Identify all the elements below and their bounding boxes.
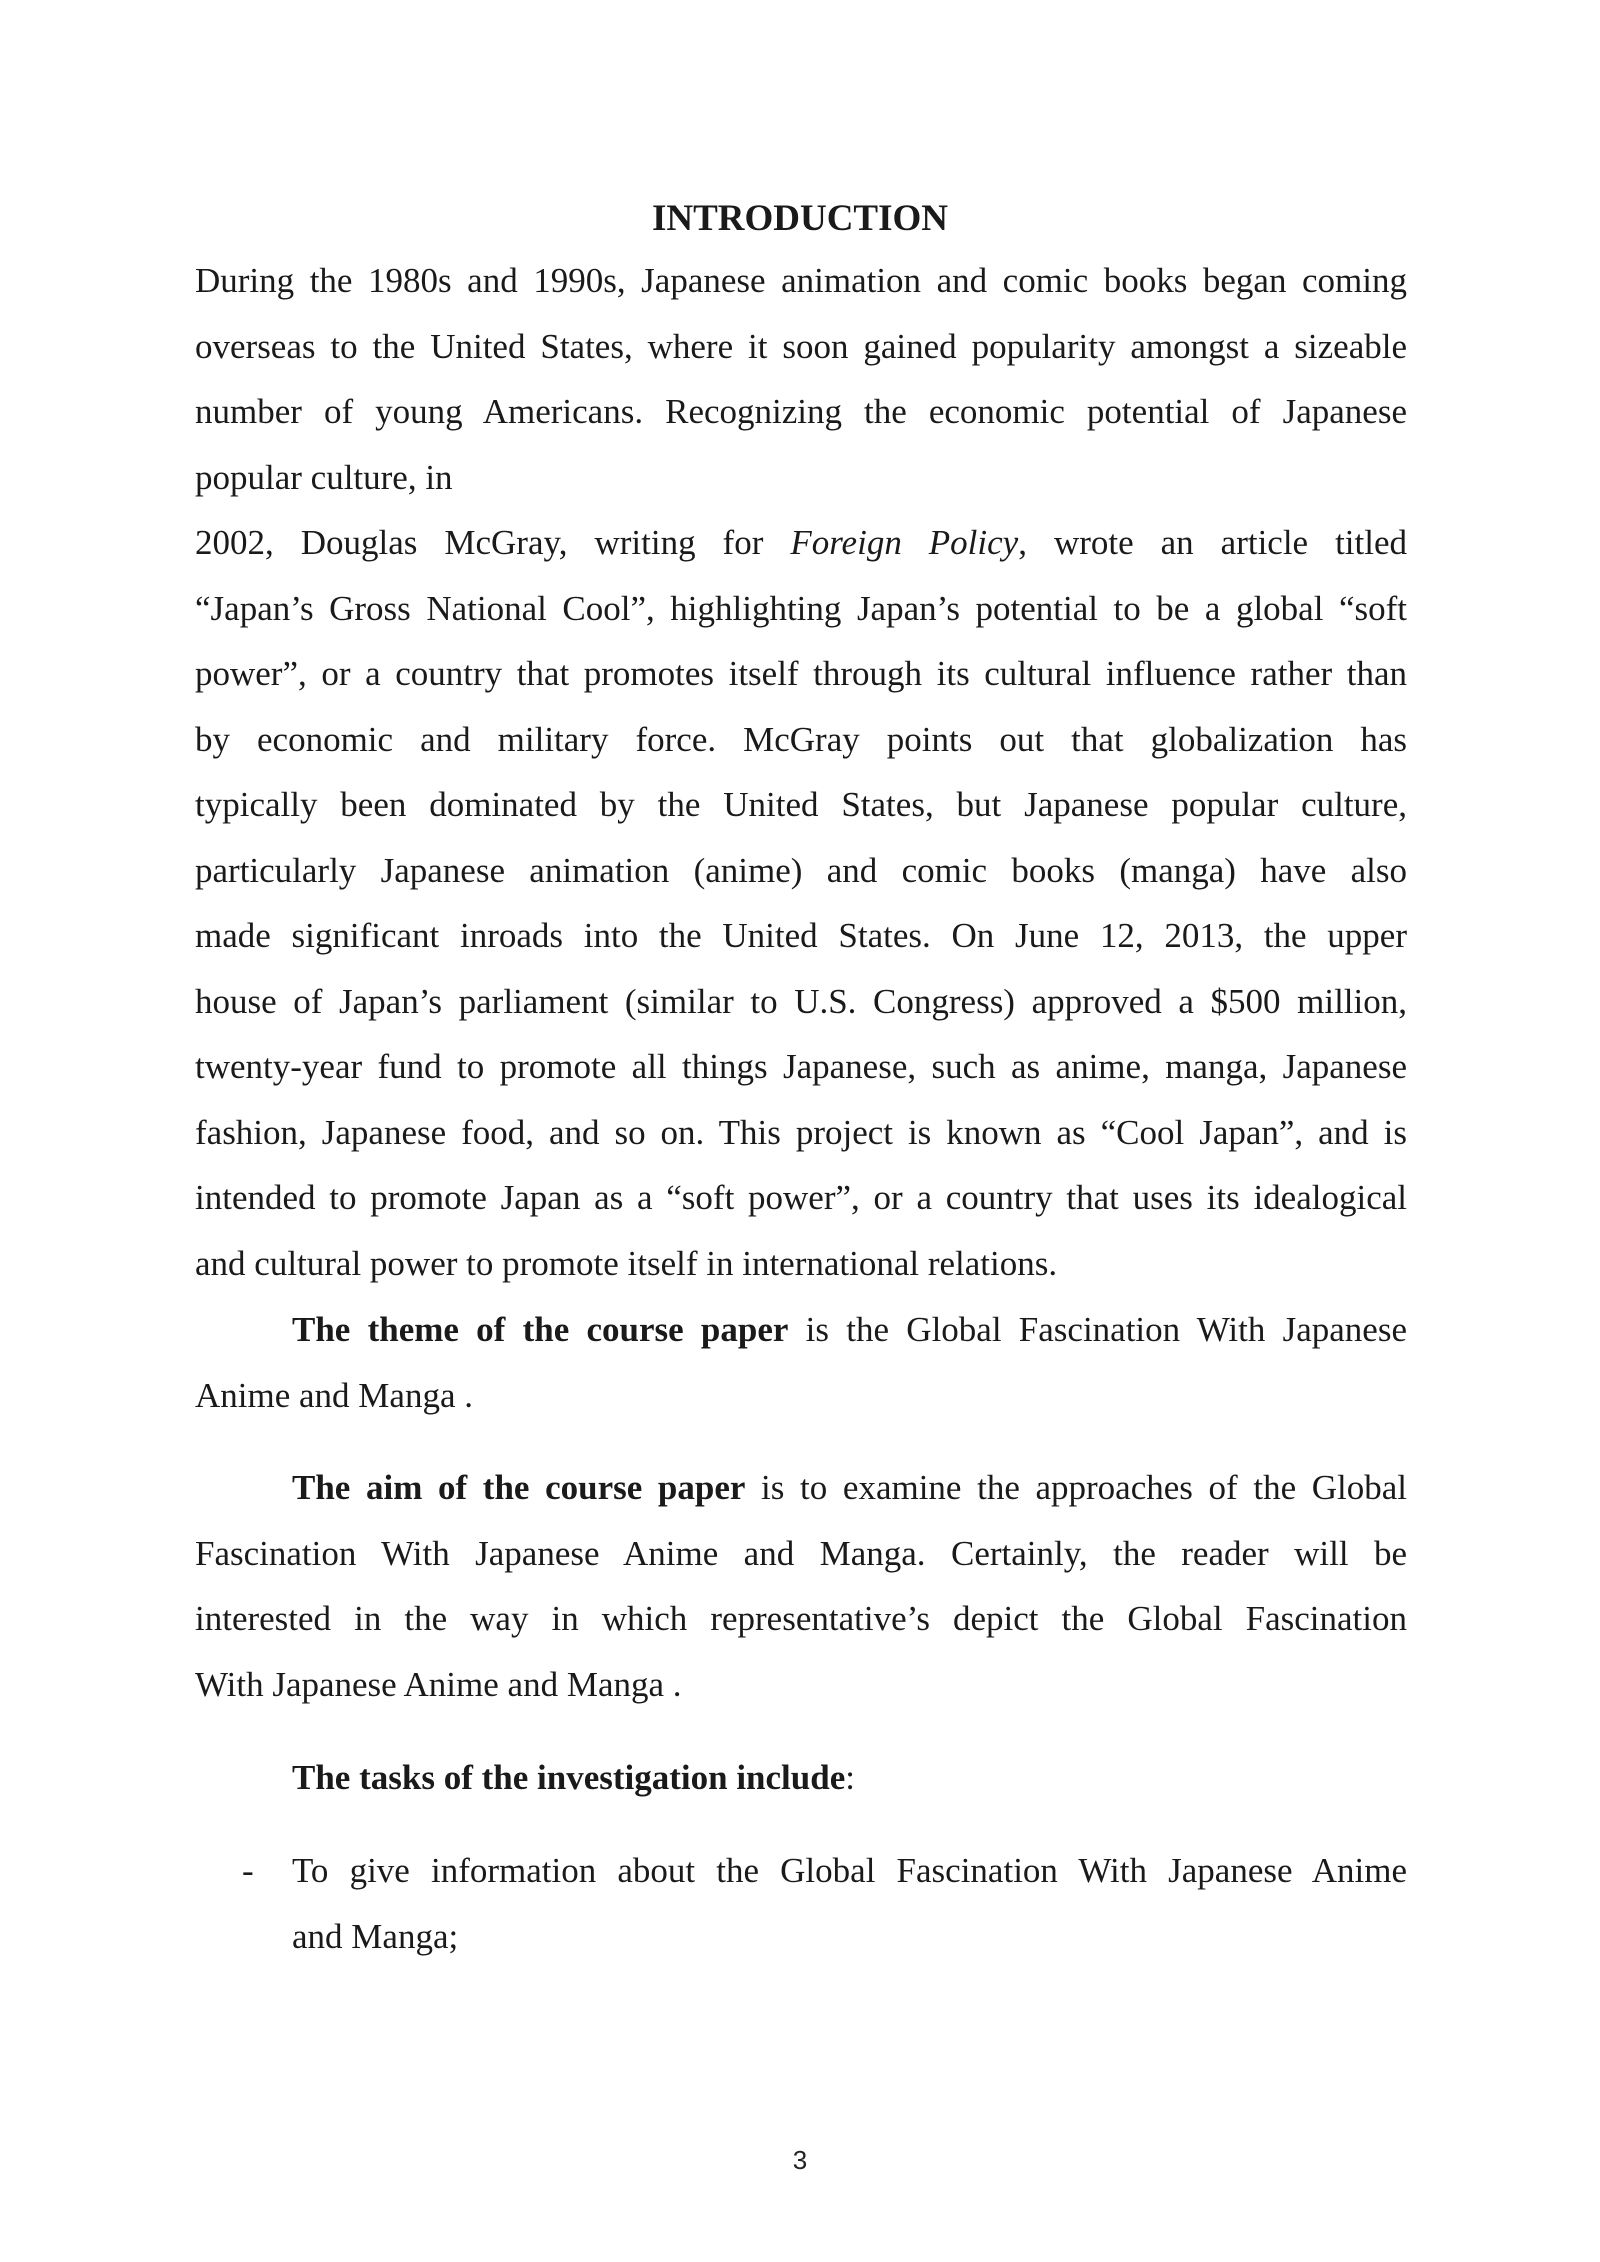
tasks-heading	[195, 1745, 1407, 1811]
publication-title: Foreign Policy	[790, 523, 1019, 562]
page-number: 3	[792, 2145, 808, 2175]
text-run: is to examine the approaches of the Global	[745, 1468, 1407, 1507]
paragraph-line: made significant inroads into the United States. On June 12, 2013, the upper	[195, 916, 1407, 955]
list-item	[242, 1838, 1407, 1969]
aim-label: The aim of the course paper	[292, 1468, 746, 1507]
text-run: , wrote an article titled	[1018, 523, 1407, 562]
tasks-label: The tasks of the investigation include	[292, 1758, 846, 1797]
paragraph-line: interested in the way in which representative’s depict the Global Fascination	[195, 1599, 1407, 1638]
list-bullet: -	[242, 1851, 254, 1890]
paragraph-line	[195, 1745, 1407, 1811]
paragraph-line: particularly Japanese animation (anime) and comic books (manga) have also	[195, 850, 1407, 890]
paragraph-line: With Japanese Anime and Manga .	[195, 1664, 682, 1704]
paragraph-line: Fascination With Japanese Anime and Manga. Certainly, the reader will be	[195, 1533, 1407, 1573]
paragraph-line: Anime and Manga .	[195, 1375, 473, 1415]
text-run: is the Global Fascination With Japanese	[788, 1310, 1407, 1349]
paragraph-line	[195, 1455, 1407, 1521]
paragraph-line: twenty-year fund to promote all things Japanese, such as anime, manga, Japanese	[195, 1047, 1407, 1086]
paragraph-line: house of Japan’s parliament (similar to U.S. Congress) approved a $500 million,	[195, 981, 1407, 1021]
list-item-text	[292, 1838, 1407, 1969]
intro-paragraph	[195, 248, 1407, 510]
paragraph-line	[195, 1297, 1407, 1363]
paragraph-line: fashion, Japanese food, and so on. This project is known as “Cool Japan”, and is	[195, 1112, 1407, 1152]
theme-paragraph	[195, 1297, 1407, 1428]
aim-paragraph	[195, 1455, 1407, 1717]
section-heading: INTRODUCTION	[651, 198, 949, 239]
paragraph-line: intended to promote Japan as a “soft power”, or a country that uses its idealogical	[195, 1178, 1407, 1217]
mcgray-paragraph	[195, 510, 1407, 1296]
text-run: :	[845, 1758, 855, 1797]
paragraph-line: by economic and military force. McGray points out that globalization has	[195, 719, 1407, 759]
paragraph-line: typically been dominated by the United States, but Japanese popular culture,	[195, 785, 1407, 824]
paragraph-line: and cultural power to promote itself in international relations.	[195, 1243, 1058, 1283]
text-run: 2002, Douglas McGray, writing for	[195, 523, 791, 562]
theme-label: The theme of the course paper	[292, 1310, 789, 1349]
paragraph-line: “Japan’s Gross National Cool”, highlighting Japan’s potential to be a global “soft	[195, 588, 1407, 628]
paragraph-line: popular culture, in	[195, 457, 453, 497]
paragraph-line: To give information about the Global Fascination With Japanese Anime	[292, 1851, 1407, 1890]
paragraph-line: During the 1980s and 1990s, Japanese animation and comic books began coming	[195, 261, 1407, 300]
paragraph-line	[195, 510, 1407, 576]
paragraph-line: power”, or a country that promotes itself through its cultural influence rather than	[195, 654, 1407, 693]
paragraph-line: number of young Americans. Recognizing the economic potential of Japanese	[195, 392, 1407, 431]
paragraph-line: overseas to the United States, where it soon gained popularity amongst a sizeable	[195, 326, 1407, 366]
paragraph-line: and Manga;	[292, 1916, 459, 1956]
